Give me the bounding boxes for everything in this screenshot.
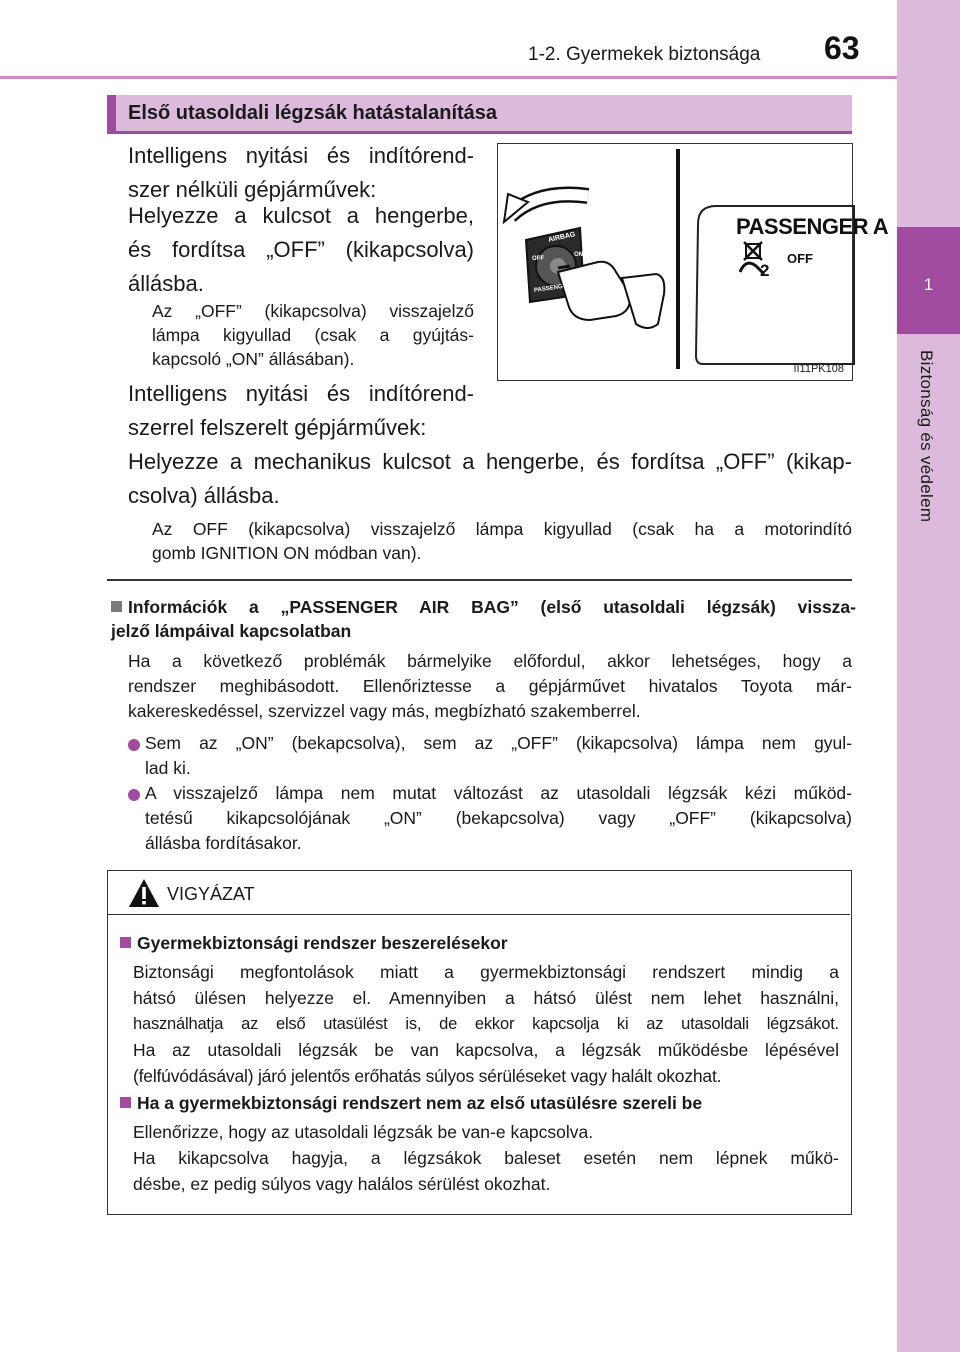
info-bullet-2: A visszajelző lámpa nem mutat változást az utasoldali légzsák kézi működ- tetésű kikapcsolójának „ON” (bekapcsolva) vagy „OFF” (kikapcsolva) állásba fordításakor. (145, 783, 852, 853)
switch-label-airbag: AIRBAG (547, 231, 577, 244)
caution-box (107, 870, 852, 1215)
smart-step: Helyezze a mechanikus kulcsot a hengerbe, és fordítsa „OFF” (kikap- csolva) állásba. (128, 449, 852, 508)
section-title-accent (107, 95, 116, 133)
svg-text:2: 2 (760, 261, 770, 280)
caution-title: VIGYÁZAT (167, 884, 255, 904)
square-bullet-icon (120, 937, 131, 948)
section-title-underline (107, 131, 852, 134)
switch-label-off: OFF (532, 256, 544, 262)
caution-item-2-heading: Ha a gyermekbiztonsági rendszert nem az első utasülésre szereli be (120, 1091, 840, 1115)
smart-none-note: Az „OFF” (kikapcsolva) visszajelző lámpa kigyullad (csak a gyújtás- kapcsoló „ON” állásában). (152, 301, 474, 369)
info-body: Ha a következő problémák bármelyike előfordul, akkor lehetséges, hogy a rendszer meghibásodott. Ellenőriztesse a gépjárművet hivatalos Toyota már- kakereskedéssel, szervizzel vagy más, megbízható szakemberrel. (128, 651, 852, 721)
caution-header (108, 871, 850, 915)
panel-text: PASSENGER A (736, 214, 889, 239)
chapter-number: 1 (923, 275, 934, 294)
header-rule (0, 76, 897, 79)
info-bullet-1: Sem az „ON” (bekapcsolva), sem az „OFF” (kikapcsolva) lámpa nem gyul- lad ki. (145, 733, 852, 778)
section-divider (107, 579, 852, 581)
chapter-title: Biztonság és védelem (917, 350, 936, 523)
chapter-sidebar (897, 0, 960, 1352)
running-header-section: 1-2. Gyermekek biztonsága (528, 44, 761, 65)
bullet-dot-icon (128, 739, 140, 751)
figure-code: II11PK108 (793, 363, 844, 375)
airbag-switch-illustration (497, 143, 889, 381)
caution-item-1-heading: Gyermekbiztonsági rendszer beszerelésekor (120, 931, 840, 955)
indicator-off-text: OFF (787, 251, 813, 266)
switch-label-passenger: PASSENG (533, 284, 564, 294)
bullet-dot-icon (128, 789, 140, 801)
passenger-airbag-icon (740, 242, 769, 280)
info-heading: Információk a „PASSENGER AIR BAG” (első utasoldali légzsák) vissza- jelző lámpáival kapcsolatban (111, 597, 856, 641)
square-bullet-icon (111, 601, 122, 612)
smart-none-step: Helyezze a kulcsot a hengerbe, és fordítsa „OFF” (kikapcsolva) állásba. (128, 203, 474, 296)
caution-item-2-text: Ellenőrizze, hogy az utasoldali légzsák be van-e kapcsolva. Ha kikapcsolva hagyja, a légzsákok baleset esetén nem lépnek műkö- désbe, ez pedig súlyos vagy halálos sérülést okozhat. (133, 1122, 839, 1194)
smart-none-heading: Intelligens nyitási és indítórend- szer nélküli gépjárművek: (128, 143, 474, 202)
caution-item-1-text: Biztonsági megfontolások miatt a gyermekbiztonsági rendszert mindig a hátsó ülésen helyezze el. Amennyiben a hátsó ülést nem lehet használni, használhatja az első utasülést is, de ekkor kapcsolja ki az utasoldali légzsákot. Ha az utasoldali légzsák be van kapcsolva, a légzsák működésbe lépésével (felfúvódásával) járó jelentős erőhatás súlyos sérüléseket vagy halált okozhat. (133, 962, 839, 1086)
page-number: 63 (824, 30, 860, 66)
section-title: Első utasoldali légzsák hatástalanítása (128, 102, 498, 124)
smart-heading: Intelligens nyitási és indítórend- szerrel felszerelt gépjárművek: (128, 381, 474, 440)
switch-label-on: ON (574, 252, 583, 258)
warning-triangle-icon (128, 878, 160, 908)
smart-note: Az OFF (kikapcsolva) visszajelző lámpa kigyullad (csak ha a motorindító gomb IGNITION ON módban van). (152, 519, 852, 563)
square-bullet-icon (120, 1097, 131, 1108)
